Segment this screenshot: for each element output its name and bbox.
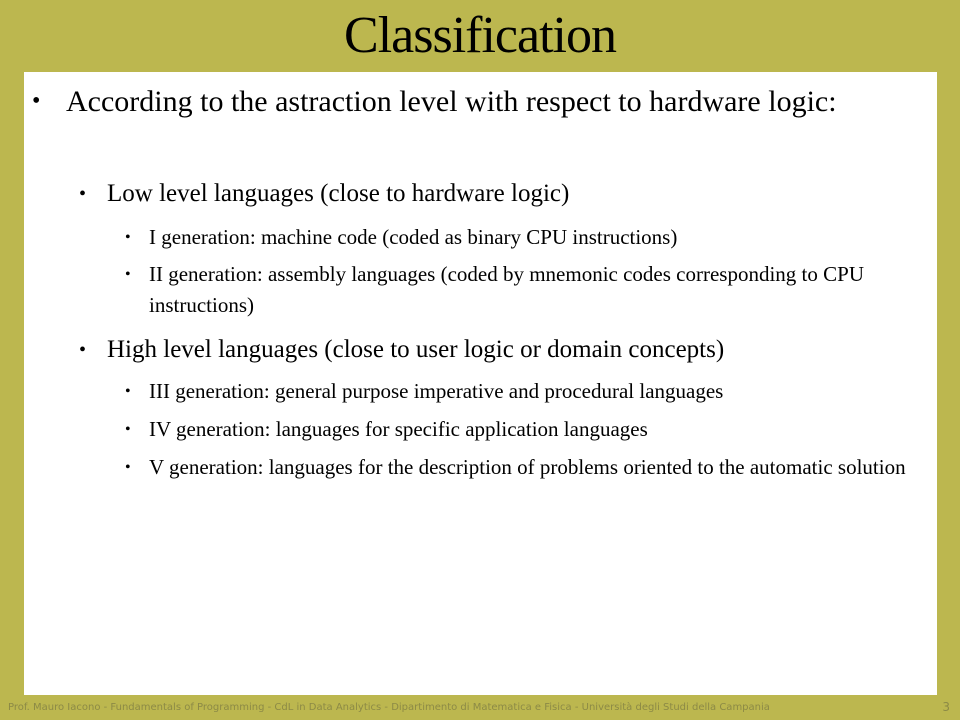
bullet-fifth-generation [125, 452, 919, 483]
bullet-text: V generation: languages for the description of problems oriented to the automatic solution [149, 455, 906, 479]
bullet-marker: • [125, 459, 131, 476]
bullet-text: High level languages (close to user logic or domain concepts) [107, 336, 725, 363]
bullet-marker: • [79, 339, 87, 361]
bullet-fourth-generation [125, 414, 919, 445]
bullet-second-generation [125, 259, 919, 321]
bullet-text: II generation: assembly languages (coded by mnemonic codes corresponding to CPU instructions) [149, 262, 864, 317]
bullet-marker: • [79, 183, 87, 205]
bullet-first-generation [125, 222, 919, 253]
bullet-marker: • [125, 421, 131, 438]
bullet-third-generation [125, 376, 919, 407]
bullet-marker: • [32, 88, 41, 114]
slide-footer: Prof. Mauro Iacono - Fundamentals of Programming - CdL in Data Analytics - Dipartimento di Matematica e Fisica - Università degli Studi della Campania [8, 702, 770, 713]
bullet-text: IV generation: languages for specific application languages [149, 417, 648, 441]
bullet-text: According to the astraction level with respect to hardware logic: [66, 85, 837, 118]
bullet-abstraction-level [32, 82, 926, 121]
bullet-marker: • [125, 383, 131, 400]
bullet-high-level-languages [79, 334, 927, 366]
bullet-marker: • [125, 229, 131, 246]
bullet-text: I generation: machine code (coded as binary CPU instructions) [149, 225, 678, 249]
bullet-text: III generation: general purpose imperative and procedural languages [149, 379, 724, 403]
bullet-text: Low level languages (close to hardware logic) [107, 180, 570, 207]
bullet-low-level-languages [79, 178, 927, 210]
bullet-marker: • [125, 266, 131, 283]
slide-title: Classification [344, 7, 616, 64]
page-number: 3 [942, 700, 950, 714]
